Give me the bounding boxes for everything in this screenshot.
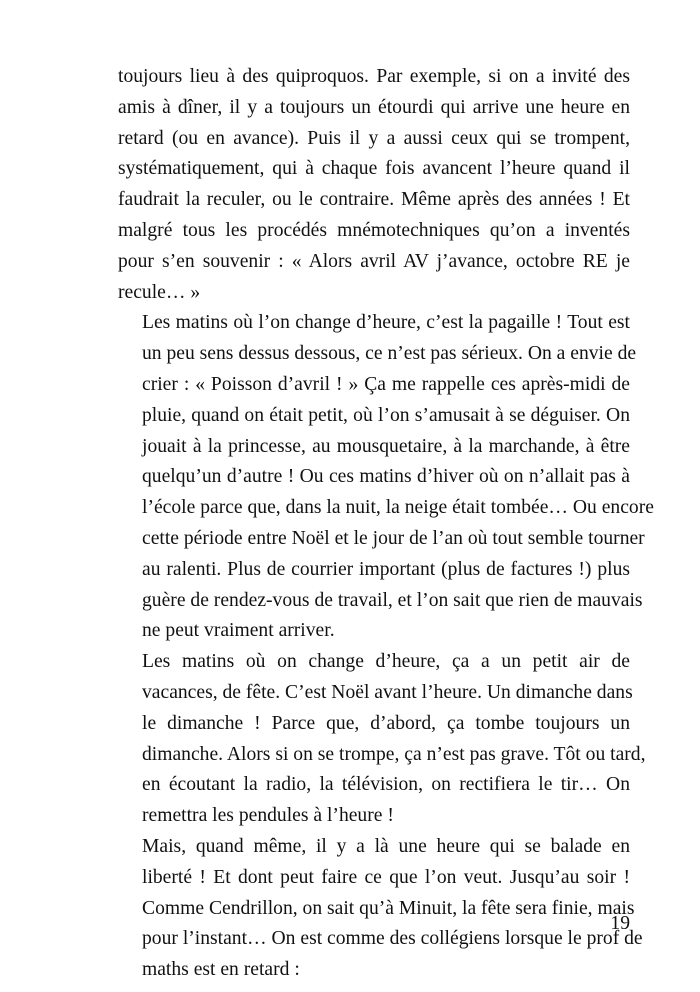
text-line: Comme Cendrillon, on sait qu’à Minuit, la fête sera finie, mais <box>142 897 635 919</box>
text-line: le dimanche ! Parce que, d’abord, ça tombe toujours un <box>142 712 630 734</box>
text-line: Mais, quand même, il y a là une heure qui se balade en <box>142 835 630 857</box>
text-line: systématiquement, qui à chaque fois avancent l’heure quand il <box>118 158 630 180</box>
text-line: l’école parce que, dans la nuit, la neige était tombée… Ou encore <box>142 497 654 519</box>
text-line: pluie, quand on était petit, où l’on s’amusait à se déguiser. On <box>142 404 630 426</box>
text-line: quelqu’un d’autre ! Ou ces matins d’hiver où on n’allait pas à <box>142 466 630 488</box>
text-line: vacances, de fête. C’est Noël avant l’heure. Un dimanche dans <box>142 681 633 703</box>
text-line: malgré tous les procédés mnémotechniques qu’on a inventés <box>118 219 630 241</box>
text-line: pour l’instant… On est comme des collégiens lorsque le prof de <box>142 928 643 950</box>
text-line: remettra les pendules à l’heure ! <box>142 805 394 827</box>
text-line: ne peut vraiment arriver. <box>142 620 335 642</box>
text-line: retard (ou en avance). Puis il y a aussi ceux qui se trompent, <box>118 127 630 149</box>
text-line: faudrait la reculer, ou le contraire. Même après des années ! Et <box>118 189 630 211</box>
page-number: 19 <box>610 913 630 934</box>
paragraph-4 <box>118 832 643 986</box>
text-line: jouait à la princesse, au mousquetaire, à la marchande, à être <box>142 435 630 457</box>
book-page-body <box>118 62 654 986</box>
text-line: Les matins où on change d’heure, ça a un petit air de <box>142 651 630 673</box>
text-line: Les matins où l’on change d’heure, c’est la pagaille ! Tout est <box>142 312 630 334</box>
paragraph-3 <box>118 647 646 832</box>
text-line: pour s’en souvenir : « Alors avril AV j’avance, octobre RE je <box>118 250 630 272</box>
text-line: un peu sens dessus dessous, ce n’est pas sérieux. On a envie de <box>142 343 637 365</box>
text-line: amis à dîner, il y a toujours un étourdi qui arrive une heure en <box>118 96 630 118</box>
text-line: au ralenti. Plus de courrier important (plus de factures !) plus <box>142 558 630 580</box>
text-line: cette période entre Noël et le jour de l’an où tout semble tourner <box>142 527 645 549</box>
paragraph-2 <box>118 308 654 647</box>
text-line: toujours lieu à des quiproquos. Par exemple, si on a invité des <box>118 66 630 87</box>
text-line: recule… » <box>118 281 201 303</box>
text-line: dimanche. Alors si on se trompe, ça n’est pas grave. Tôt ou tard, <box>142 743 646 765</box>
paragraph-1 <box>118 62 630 308</box>
text-line: en écoutant la radio, la télévision, on rectifiera le tir… On <box>142 774 630 796</box>
text-line: maths est en retard : <box>142 959 300 981</box>
text-line: guère de rendez-vous de travail, et l’on sait que rien de mauvais <box>142 589 643 611</box>
text-line: crier : « Poisson d’avril ! » Ça me rappelle ces après-midi de <box>142 373 630 395</box>
text-line: liberté ! Et dont peut faire ce que l’on veut. Jusqu’au soir ! <box>142 866 630 888</box>
